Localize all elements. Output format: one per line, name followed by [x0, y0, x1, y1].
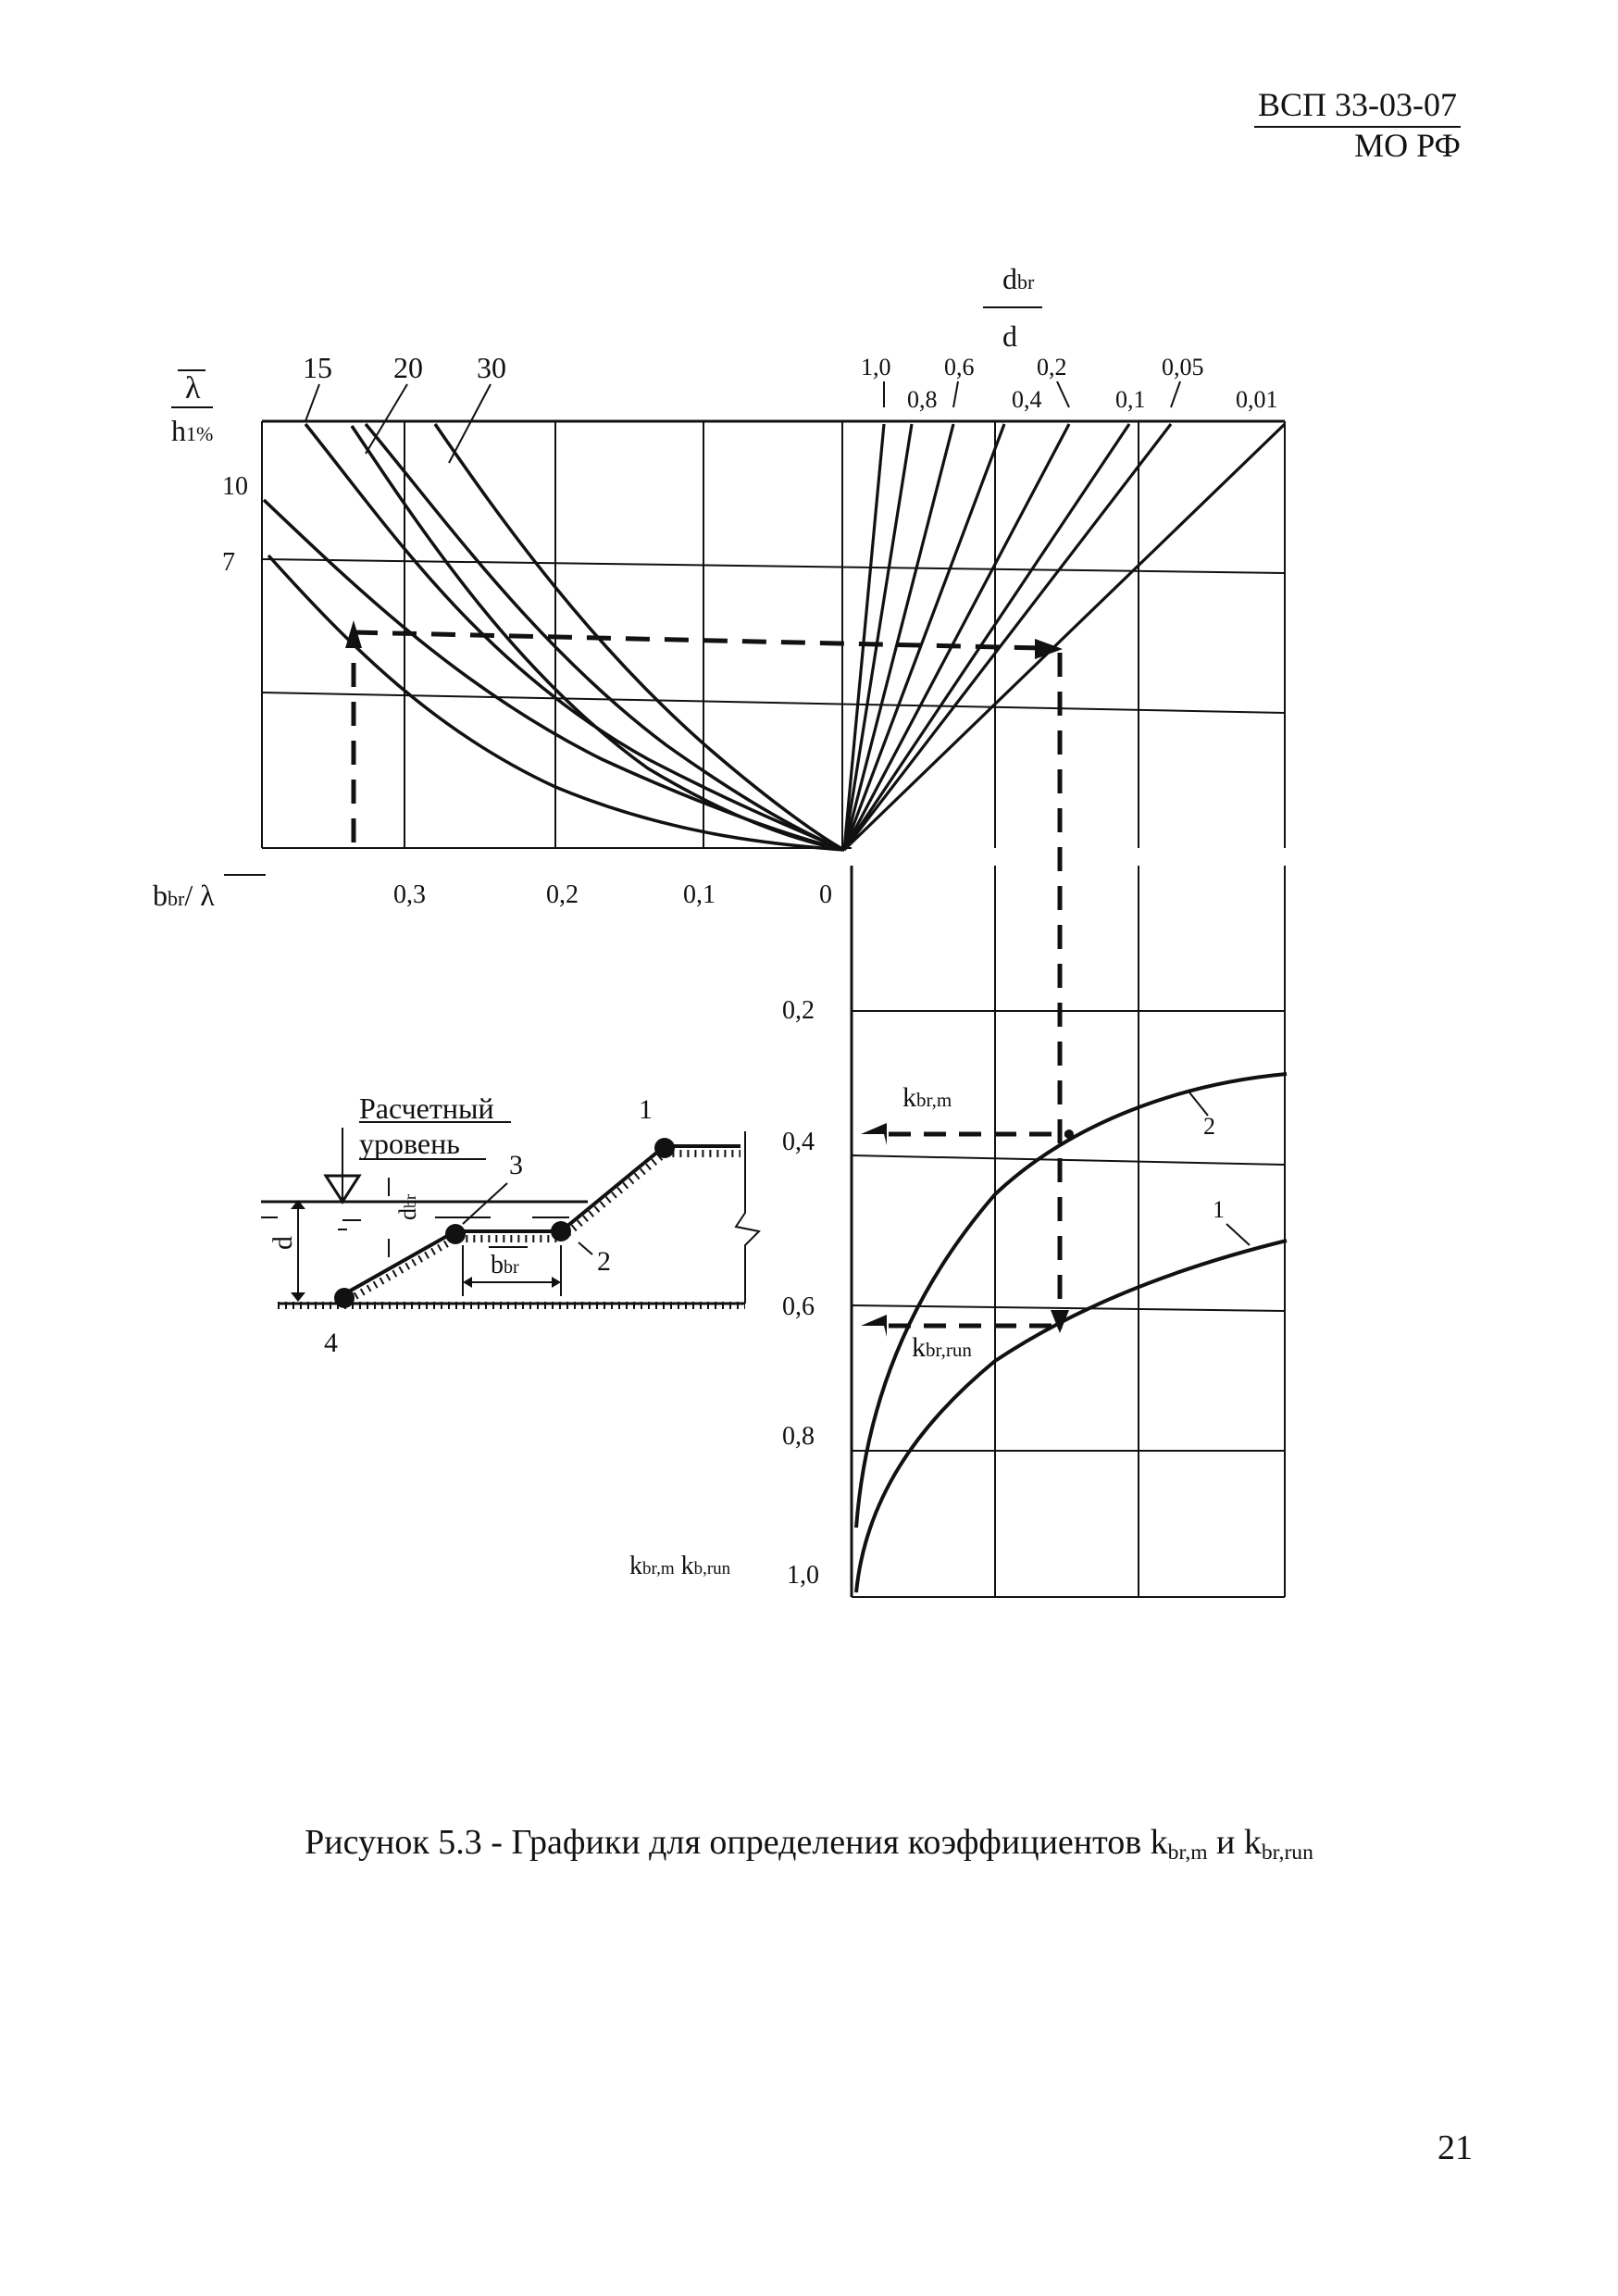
svg-text:4: 4 [324, 1328, 338, 1358]
curve-15-b [264, 500, 844, 850]
y-label-lambda: λ [185, 371, 201, 406]
series-label-15: 15 [303, 351, 332, 384]
level-label-1: Расчетный [359, 1092, 494, 1125]
inset-d-label: d [268, 1236, 298, 1250]
k-tick-0-8: 0,8 [782, 1422, 815, 1451]
curve-15-a [305, 424, 844, 850]
lower-chart-grid [852, 866, 1285, 1597]
inset-point-1 [654, 1138, 675, 1158]
kbrm-label: kbr,m [902, 1082, 952, 1113]
inset-dbr-label: dbr [394, 1194, 421, 1220]
inset-point-2 [551, 1221, 571, 1242]
document-organization: МО РФ [1354, 127, 1461, 164]
svg-text:3: 3 [509, 1150, 523, 1180]
series-label-20: 20 [393, 351, 423, 384]
fan-label-0-1: 0,1 [1115, 386, 1146, 413]
arrow-left-head-1 [861, 1123, 887, 1145]
x-tick-0: 0 [819, 880, 832, 909]
x-tick-0-2: 0,2 [546, 880, 579, 909]
series-label-30: 30 [477, 351, 506, 384]
svg-text:1: 1 [639, 1094, 653, 1125]
fan-label-0-8: 0,8 [907, 386, 938, 413]
inset-bbr-label: bbr [491, 1251, 519, 1279]
curve-1-label: 1 [1213, 1196, 1225, 1223]
example-dashed-path-bottom [889, 1134, 1069, 1326]
level-label-2: уровень [359, 1127, 460, 1160]
fan-label-0-6: 0,6 [944, 354, 975, 381]
curve-2 [856, 1074, 1287, 1528]
inset-sketch [261, 1092, 759, 1358]
k-tick-0-6: 0,6 [782, 1292, 815, 1321]
line-0-05 [844, 424, 1171, 850]
dbr-d-lines [844, 424, 1285, 850]
arrow-left-head-2 [861, 1315, 887, 1337]
x-tick-0-3: 0,3 [393, 880, 426, 909]
line-0-1 [844, 424, 1129, 850]
fan-label-1-0: 1,0 [861, 354, 891, 381]
curve-2-point [1064, 1129, 1074, 1139]
fan-label-0-05: 0,05 [1162, 354, 1204, 381]
svg-text:2: 2 [597, 1246, 611, 1277]
y-label-h1: h1% [171, 414, 214, 447]
y-axis-label-k: kbr,m kb,run [629, 1552, 731, 1580]
page-number: 21 [1438, 2128, 1473, 2167]
line-0-4 [844, 424, 1004, 850]
arrow-down-head [1051, 1310, 1069, 1333]
k-tick-0-4: 0,4 [782, 1128, 815, 1156]
line-0-6 [844, 424, 953, 850]
x-label-bbr: bbr/ λ [153, 879, 215, 912]
lower-axis-labels [629, 996, 1250, 1590]
kbrrun-label: kbr,run [912, 1332, 972, 1363]
fan-label-0-4: 0,4 [1012, 386, 1042, 413]
y-tick-10: 10 [222, 472, 248, 501]
example-dashed-path-top [354, 632, 1060, 1329]
x-tick-0-1: 0,1 [683, 880, 716, 909]
curve-1 [856, 1241, 1287, 1592]
figure-caption: Рисунок 5.3 - Графики для определения коэффициентов $k_{br,m}$ и $k_{br,run}$ [305, 1823, 1313, 1865]
upper-axis-labels [153, 262, 1278, 912]
inset-point-3 [445, 1224, 466, 1244]
y-tick-7: 7 [222, 548, 235, 577]
k-tick-1-0: 1,0 [787, 1561, 819, 1590]
line-0-01 [844, 424, 1285, 850]
fan-label-0-01: 0,01 [1236, 386, 1278, 413]
curve-2-label: 2 [1203, 1113, 1215, 1140]
document-code: ВСП 33-03-07 [1254, 85, 1461, 128]
dbr-label: dbr [1002, 262, 1035, 295]
inset-point-4 [334, 1288, 355, 1308]
k-tick-0-2: 0,2 [782, 996, 815, 1025]
fan-label-0-2: 0,2 [1037, 354, 1067, 381]
d-label: d [1002, 319, 1017, 353]
